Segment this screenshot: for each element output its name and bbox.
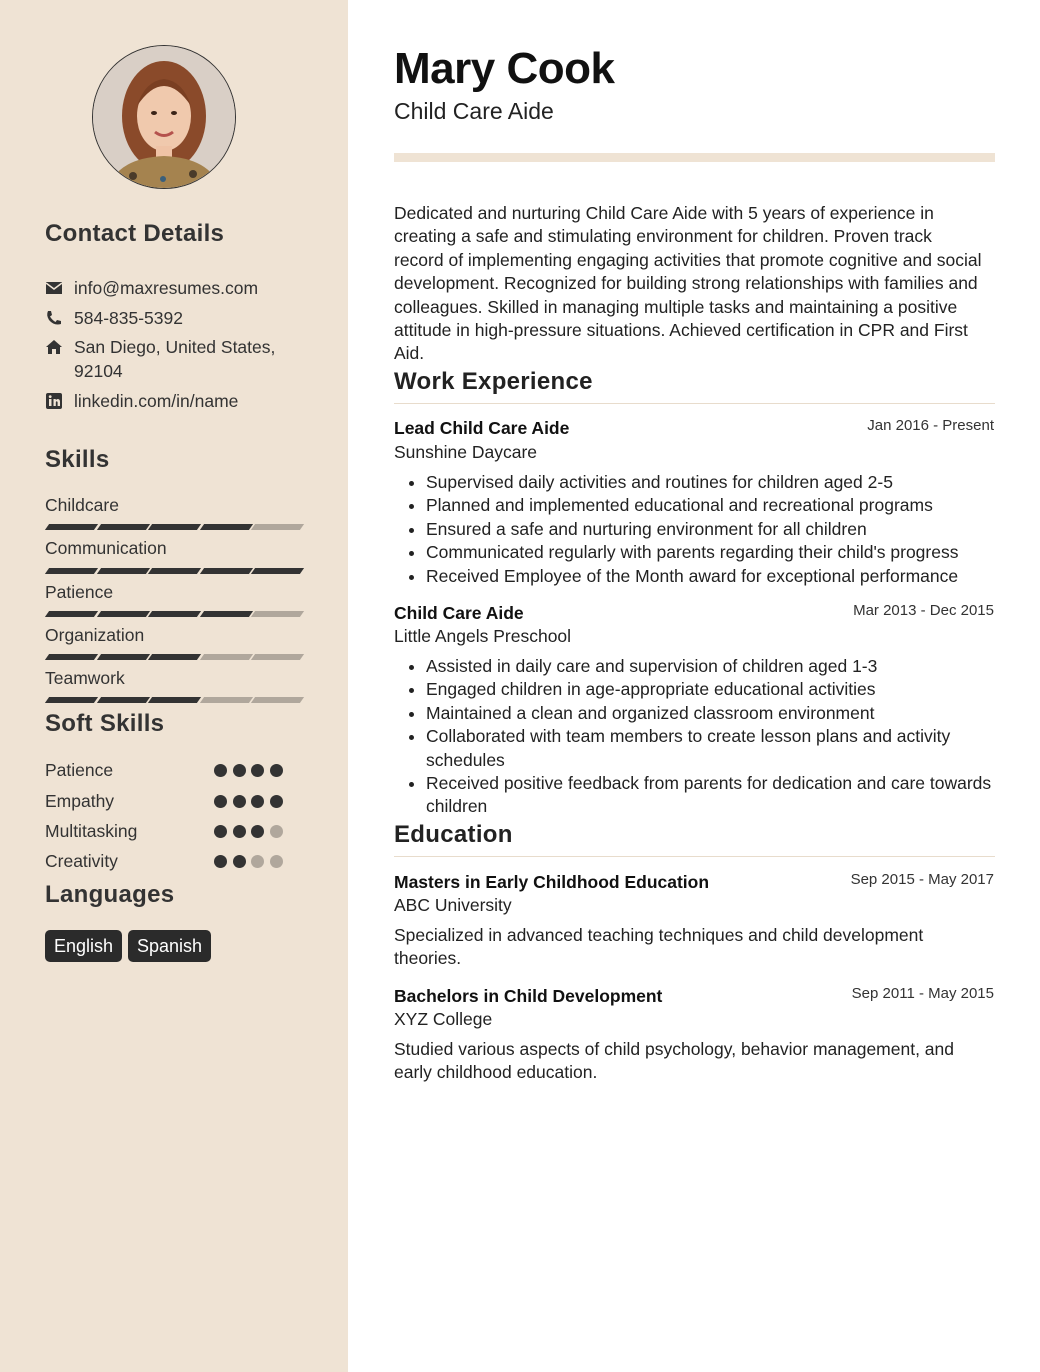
home-icon xyxy=(45,339,63,355)
soft-skill-dot xyxy=(270,795,283,808)
experience-divider xyxy=(394,403,995,404)
skill-level-segment xyxy=(148,697,201,703)
soft-skill-dot xyxy=(251,764,264,777)
skill-label: Communication xyxy=(45,538,167,558)
soft-skill-dot xyxy=(214,764,227,777)
skills-heading: Skills xyxy=(45,446,110,473)
soft-skill-label: Multitasking xyxy=(45,821,138,841)
degree-title: Bachelors in Child Development xyxy=(394,986,663,1006)
degree-title: Masters in Early Childhood Education xyxy=(394,872,710,892)
soft-skill-label: Patience xyxy=(45,760,114,780)
job-dates: Jan 2016 - Present xyxy=(867,417,994,434)
skill-label: Childcare xyxy=(45,495,119,515)
skill-level-segment xyxy=(199,568,252,574)
job-bullet: • Maintained a clean and organized classroom environment xyxy=(426,702,1026,725)
skill-level-segment xyxy=(251,524,304,530)
address-text: San Diego, United States, 92104 xyxy=(74,337,276,381)
envelope-icon xyxy=(45,280,63,296)
job-title: Lead Child Care Aide xyxy=(394,418,570,438)
job-bullet: • Communicated regularly with parents regarding their child's progress xyxy=(426,541,1026,564)
soft-skill-dot xyxy=(214,855,227,868)
contact-heading: Contact Details xyxy=(45,220,225,247)
skill-level-segment xyxy=(96,524,149,530)
soft-skill-dot xyxy=(251,855,264,868)
soft-skills-heading: Soft Skills xyxy=(45,710,165,737)
skill-level-segment xyxy=(251,611,304,617)
soft-skill-dot xyxy=(214,795,227,808)
candidate-title: Child Care Aide xyxy=(394,98,554,124)
job-bullet: • Received Employee of the Month award for exceptional performance xyxy=(426,565,1026,588)
skill-level-segment xyxy=(45,654,98,660)
language-badge-english: English xyxy=(45,930,122,962)
email-text: info@maxresumes.com xyxy=(74,278,259,298)
degree-description: Studied various aspects of child psychology, behavior management, and early childhood education. xyxy=(394,1039,955,1083)
job-bullet: • Ensured a safe and nurturing environment for all children xyxy=(426,518,1026,541)
job-company: Sunshine Daycare xyxy=(394,442,537,462)
degree-description: Specialized in advanced teaching techniques and child development theories. xyxy=(394,925,924,969)
summary-text: Dedicated and nurturing Child Care Aide with 5 years of experience in creating a safe and stimulating environment for children. Proven track record of implementing engaging activities that promote cognitive and social development. Recognized for building strong relationships with families and colleagues. Skilled in managing multiple tasks and maintaining a positive attitude in high-pressure situations. Achieved certification in CPR and First Aid. xyxy=(394,203,982,364)
education-heading: Education xyxy=(394,821,513,848)
job-bullet: • Assisted in daily care and supervision of children aged 1-3 xyxy=(426,655,1026,678)
soft-skill-dot xyxy=(233,795,246,808)
skill-level-segment xyxy=(45,568,98,574)
experience-heading: Work Experience xyxy=(394,368,593,395)
skill-level-segment xyxy=(45,524,98,530)
job-bullet: • Engaged children in age-appropriate educational activities xyxy=(426,678,1026,701)
soft-skill-dot xyxy=(214,825,227,838)
skill-level-bar xyxy=(47,568,303,574)
soft-skill-dot xyxy=(270,825,283,838)
skill-level-segment xyxy=(45,697,98,703)
portrait-icon xyxy=(93,46,235,188)
soft-skill-dot xyxy=(270,855,283,868)
skill-level-segment xyxy=(251,654,304,660)
candidate-name: Mary Cook xyxy=(394,44,615,93)
linkedin-icon xyxy=(45,393,63,409)
job-bullets xyxy=(394,655,1026,819)
job-bullet: • Collaborated with team members to create lesson plans and activity schedules xyxy=(426,725,1026,772)
soft-skill-label: Creativity xyxy=(45,851,118,871)
skill-level-segment xyxy=(199,654,252,660)
job-bullet: • Received positive feedback from parents for dedication and care towards children xyxy=(426,772,1026,819)
degree-dates: Sep 2011 - May 2015 xyxy=(851,985,994,1002)
skill-level-bar xyxy=(47,697,303,703)
soft-skill-dot xyxy=(251,795,264,808)
skill-level-segment xyxy=(148,611,201,617)
job-bullet: • Supervised daily activities and routines for children aged 2-5 xyxy=(426,471,1026,494)
language-badge-spanish: Spanish xyxy=(128,930,211,962)
skill-level-segment xyxy=(148,524,201,530)
skill-level-segment xyxy=(96,697,149,703)
skill-level-segment xyxy=(199,697,252,703)
skill-level-segment xyxy=(148,568,201,574)
skill-level-segment xyxy=(96,568,149,574)
skill-level-segment xyxy=(96,611,149,617)
accent-divider xyxy=(394,153,995,162)
sidebar xyxy=(0,0,348,1372)
job-bullets xyxy=(394,471,1026,588)
job-bullet: • Planned and implemented educational and recreational programs xyxy=(426,494,1026,517)
phone-icon xyxy=(45,310,63,326)
soft-skill-dot xyxy=(251,825,264,838)
degree-dates: Sep 2015 - May 2017 xyxy=(850,871,994,888)
skill-level-bar xyxy=(47,524,303,530)
skill-level-bar xyxy=(47,654,303,660)
school-name: ABC University xyxy=(394,895,512,915)
skill-level-segment xyxy=(251,697,304,703)
soft-skill-label: Empathy xyxy=(45,791,115,811)
soft-skill-dot xyxy=(233,855,246,868)
soft-skill-dot xyxy=(233,825,246,838)
skill-level-segment xyxy=(96,654,149,660)
soft-skill-dot xyxy=(233,764,246,777)
skill-label: Patience xyxy=(45,582,114,602)
skill-level-segment xyxy=(199,524,252,530)
skill-level-bar xyxy=(47,611,303,617)
skill-level-segment xyxy=(45,611,98,617)
linkedin-text: linkedin.com/in/name xyxy=(74,391,239,411)
education-divider xyxy=(394,856,995,857)
job-title: Child Care Aide xyxy=(394,603,524,623)
phone-text: 584-835-5392 xyxy=(74,308,183,328)
profile-photo xyxy=(92,45,236,189)
skill-label: Teamwork xyxy=(45,668,125,688)
school-name: XYZ College xyxy=(394,1009,493,1029)
skill-level-segment xyxy=(148,654,201,660)
skill-level-segment xyxy=(251,568,304,574)
soft-skill-dot xyxy=(270,764,283,777)
job-company: Little Angels Preschool xyxy=(394,626,572,646)
skill-level-segment xyxy=(199,611,252,617)
languages-heading: Languages xyxy=(45,881,175,908)
skill-label: Organization xyxy=(45,625,145,645)
job-dates: Mar 2013 - Dec 2015 xyxy=(853,602,994,619)
